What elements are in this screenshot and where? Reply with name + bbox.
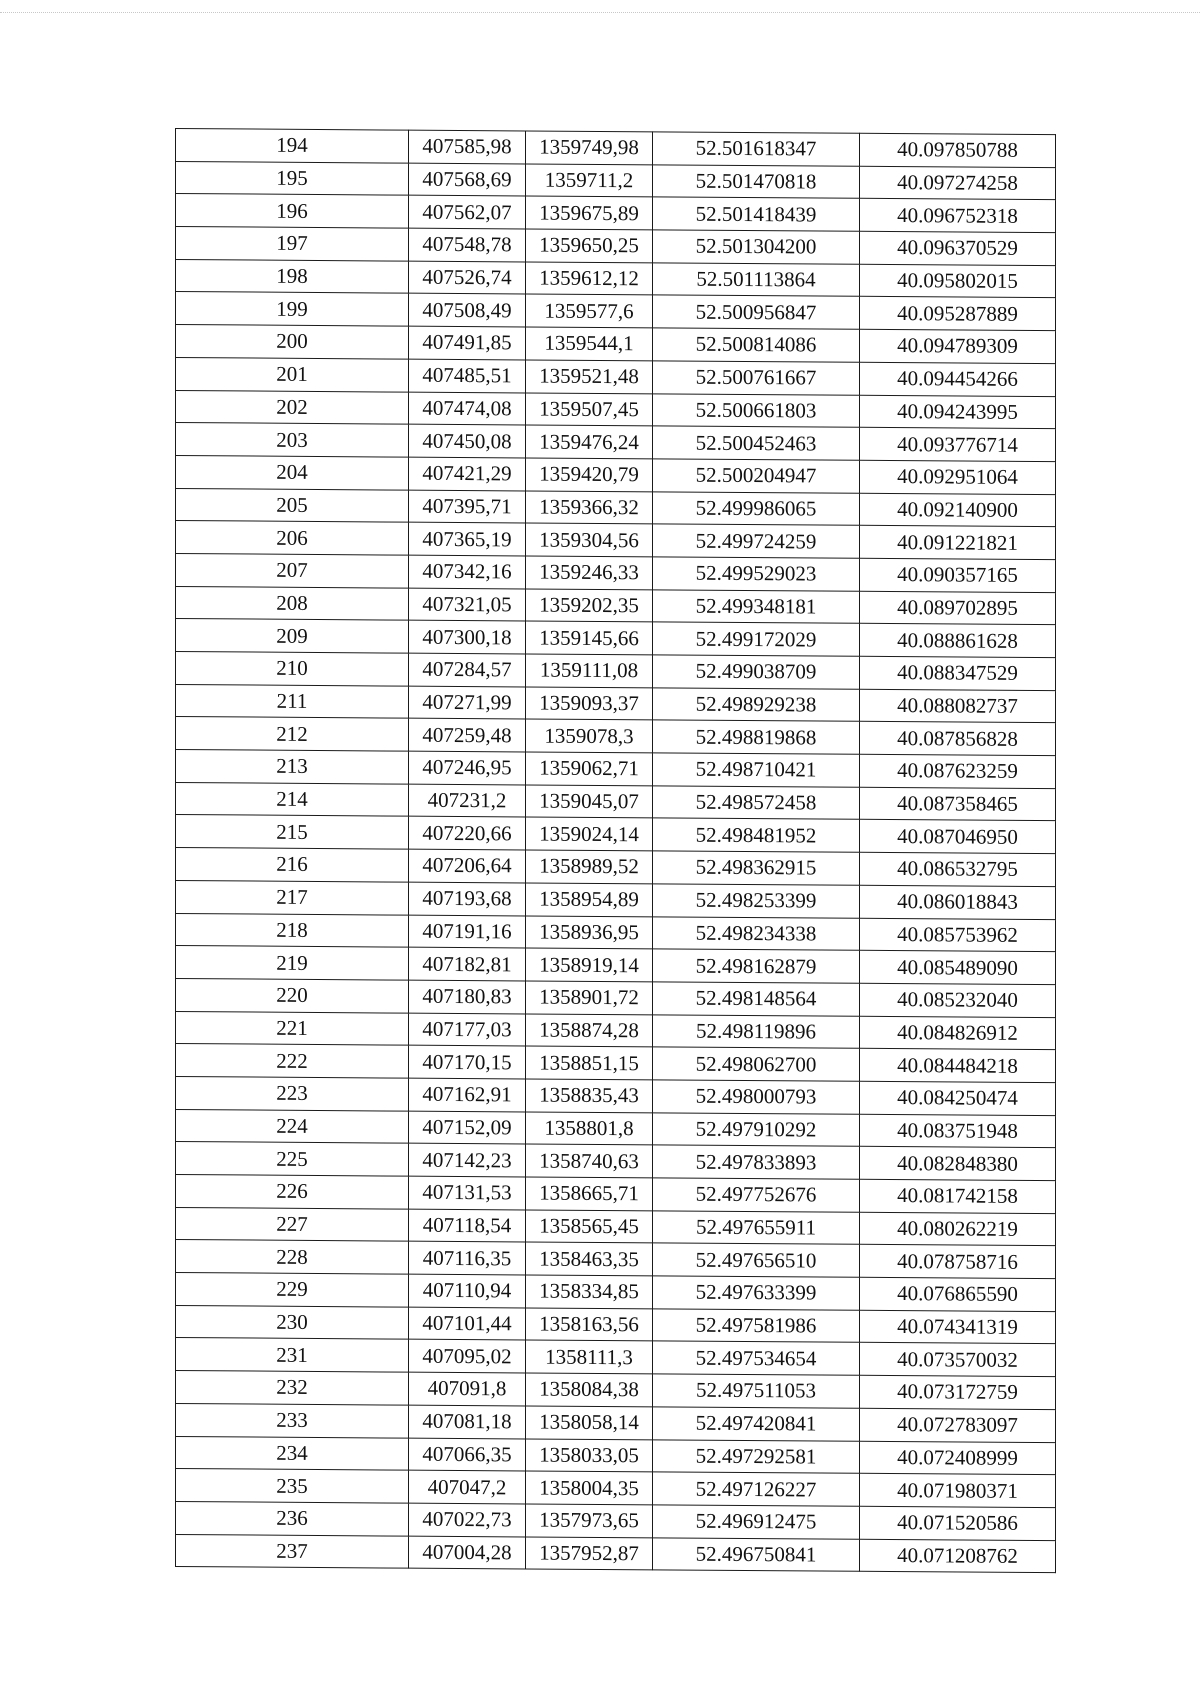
x-coordinate-cell: 407193,68 xyxy=(409,882,526,916)
point-number-cell: 218 xyxy=(176,913,409,947)
x-coordinate-cell: 407170,15 xyxy=(409,1045,526,1079)
longitude-cell: 40.087623259 xyxy=(860,754,1056,788)
y-coordinate-cell: 1359544,1 xyxy=(526,327,653,361)
y-coordinate-cell: 1359304,56 xyxy=(526,523,653,557)
point-number-cell: 212 xyxy=(176,717,409,751)
y-coordinate-cell: 1359507,45 xyxy=(526,392,653,426)
y-coordinate-cell: 1358463,35 xyxy=(526,1242,653,1276)
x-coordinate-cell: 407562,07 xyxy=(409,196,526,230)
point-number-cell: 236 xyxy=(176,1501,409,1535)
y-coordinate-cell: 1359577,6 xyxy=(526,294,653,328)
point-number-cell: 208 xyxy=(176,586,409,620)
point-number-cell: 227 xyxy=(176,1207,409,1241)
longitude-cell: 40.085232040 xyxy=(860,983,1056,1017)
y-coordinate-cell: 1358163,56 xyxy=(526,1308,653,1342)
latitude-cell: 52.500761667 xyxy=(653,361,860,395)
y-coordinate-cell: 1359093,37 xyxy=(526,687,653,721)
point-number-cell: 226 xyxy=(176,1175,409,1209)
point-number-cell: 199 xyxy=(176,292,409,326)
y-coordinate-cell: 1358919,14 xyxy=(526,948,653,982)
x-coordinate-cell: 407206,64 xyxy=(409,849,526,883)
longitude-cell: 40.084484218 xyxy=(860,1049,1056,1083)
x-coordinate-cell: 407131,53 xyxy=(409,1176,526,1210)
x-coordinate-cell: 407231,2 xyxy=(409,784,526,818)
point-number-cell: 213 xyxy=(176,750,409,784)
y-coordinate-cell: 1358004,35 xyxy=(526,1471,653,1505)
y-coordinate-cell: 1358989,52 xyxy=(526,850,653,884)
latitude-cell: 52.498819868 xyxy=(653,720,860,754)
y-coordinate-cell: 1358084,38 xyxy=(526,1373,653,1407)
latitude-cell: 52.500814086 xyxy=(653,328,860,362)
longitude-cell: 40.085489090 xyxy=(860,950,1056,984)
y-coordinate-cell: 1358740,63 xyxy=(526,1144,653,1178)
y-coordinate-cell: 1358954,89 xyxy=(526,883,653,917)
longitude-cell: 40.072783097 xyxy=(860,1408,1056,1442)
longitude-cell: 40.073172759 xyxy=(860,1375,1056,1409)
longitude-cell: 40.071520586 xyxy=(860,1506,1056,1540)
latitude-cell: 52.498481952 xyxy=(653,818,860,852)
point-number-cell: 201 xyxy=(176,357,409,391)
latitude-cell: 52.498929238 xyxy=(653,688,860,722)
latitude-cell: 52.499172029 xyxy=(653,622,860,656)
point-number-cell: 202 xyxy=(176,390,409,424)
x-coordinate-cell: 407152,09 xyxy=(409,1111,526,1145)
point-number-cell: 233 xyxy=(176,1403,409,1437)
y-coordinate-cell: 1359202,35 xyxy=(526,589,653,623)
longitude-cell: 40.092951064 xyxy=(860,460,1056,494)
x-coordinate-cell: 407474,08 xyxy=(409,392,526,426)
x-coordinate-cell: 407142,23 xyxy=(409,1143,526,1177)
y-coordinate-cell: 1359024,14 xyxy=(526,817,653,851)
longitude-cell: 40.091221821 xyxy=(860,526,1056,560)
point-number-cell: 206 xyxy=(176,521,409,555)
point-number-cell: 196 xyxy=(176,194,409,228)
latitude-cell: 52.497633399 xyxy=(653,1276,860,1310)
longitude-cell: 40.087856828 xyxy=(860,722,1056,756)
x-coordinate-cell: 407585,98 xyxy=(409,130,526,164)
x-coordinate-cell: 407180,83 xyxy=(409,980,526,1014)
latitude-cell: 52.501418439 xyxy=(653,197,860,231)
longitude-cell: 40.081742158 xyxy=(860,1179,1056,1213)
y-coordinate-cell: 1359650,25 xyxy=(526,229,653,263)
latitude-cell: 52.499348181 xyxy=(653,589,860,623)
longitude-cell: 40.088347529 xyxy=(860,656,1056,690)
point-number-cell: 228 xyxy=(176,1240,409,1274)
x-coordinate-cell: 407491,85 xyxy=(409,326,526,360)
x-coordinate-cell: 407526,74 xyxy=(409,261,526,295)
y-coordinate-cell: 1359078,3 xyxy=(526,719,653,753)
scan-top-edge-line xyxy=(0,12,1200,13)
x-coordinate-cell: 407118,54 xyxy=(409,1209,526,1243)
latitude-cell: 52.500204947 xyxy=(653,459,860,493)
latitude-cell: 52.498148564 xyxy=(653,982,860,1016)
point-number-cell: 237 xyxy=(176,1534,409,1568)
x-coordinate-cell: 407004,28 xyxy=(409,1536,526,1570)
latitude-cell: 52.499986065 xyxy=(653,491,860,525)
longitude-cell: 40.072408999 xyxy=(860,1441,1056,1475)
y-coordinate-cell: 1358851,15 xyxy=(526,1046,653,1080)
x-coordinate-cell: 407101,44 xyxy=(409,1307,526,1341)
x-coordinate-cell: 407284,57 xyxy=(409,653,526,687)
latitude-cell: 52.497910292 xyxy=(653,1112,860,1146)
latitude-cell: 52.498062700 xyxy=(653,1047,860,1081)
x-coordinate-cell: 407116,35 xyxy=(409,1242,526,1276)
longitude-cell: 40.095802015 xyxy=(860,264,1056,298)
point-number-cell: 225 xyxy=(176,1142,409,1176)
latitude-cell: 52.500452463 xyxy=(653,426,860,460)
latitude-cell: 52.497511053 xyxy=(653,1374,860,1408)
x-coordinate-cell: 407485,51 xyxy=(409,359,526,393)
point-number-cell: 222 xyxy=(176,1044,409,1078)
y-coordinate-cell: 1358936,95 xyxy=(526,915,653,949)
x-coordinate-cell: 407395,71 xyxy=(409,490,526,524)
y-coordinate-cell: 1359246,33 xyxy=(526,556,653,590)
x-coordinate-cell: 407091,8 xyxy=(409,1372,526,1406)
point-number-cell: 200 xyxy=(176,325,409,359)
point-number-cell: 197 xyxy=(176,227,409,261)
longitude-cell: 40.088861628 xyxy=(860,624,1056,658)
longitude-cell: 40.082848380 xyxy=(860,1147,1056,1181)
longitude-cell: 40.086532795 xyxy=(860,852,1056,886)
point-number-cell: 198 xyxy=(176,259,409,293)
latitude-cell: 52.496912475 xyxy=(653,1505,860,1539)
latitude-cell: 52.498253399 xyxy=(653,884,860,918)
coordinates-table xyxy=(175,128,1056,1573)
x-coordinate-cell: 407259,48 xyxy=(409,719,526,753)
x-coordinate-cell: 407162,91 xyxy=(409,1078,526,1112)
latitude-cell: 52.501470818 xyxy=(653,165,860,199)
x-coordinate-cell: 407110,94 xyxy=(409,1274,526,1308)
y-coordinate-cell: 1358111,3 xyxy=(526,1340,653,1374)
y-coordinate-cell: 1359711,2 xyxy=(526,164,653,198)
longitude-cell: 40.071980371 xyxy=(860,1473,1056,1507)
point-number-cell: 230 xyxy=(176,1305,409,1339)
point-number-cell: 235 xyxy=(176,1469,409,1503)
x-coordinate-cell: 407568,69 xyxy=(409,163,526,197)
longitude-cell: 40.071208762 xyxy=(860,1539,1056,1573)
y-coordinate-cell: 1358033,05 xyxy=(526,1438,653,1472)
y-coordinate-cell: 1359111,08 xyxy=(526,654,653,688)
latitude-cell: 52.498162879 xyxy=(653,949,860,983)
latitude-cell: 52.498234338 xyxy=(653,916,860,950)
longitude-cell: 40.094454266 xyxy=(860,362,1056,396)
y-coordinate-cell: 1358901,72 xyxy=(526,981,653,1015)
longitude-cell: 40.089702895 xyxy=(860,591,1056,625)
point-number-cell: 204 xyxy=(176,455,409,489)
latitude-cell: 52.498572458 xyxy=(653,786,860,820)
latitude-cell: 52.496750841 xyxy=(653,1537,860,1571)
y-coordinate-cell: 1359476,24 xyxy=(526,425,653,459)
y-coordinate-cell: 1358874,28 xyxy=(526,1014,653,1048)
y-coordinate-cell: 1357973,65 xyxy=(526,1504,653,1538)
point-number-cell: 194 xyxy=(176,129,409,163)
point-number-cell: 234 xyxy=(176,1436,409,1470)
x-coordinate-cell: 407271,99 xyxy=(409,686,526,720)
longitude-cell: 40.096370529 xyxy=(860,231,1056,265)
latitude-cell: 52.497833893 xyxy=(653,1145,860,1179)
point-number-cell: 211 xyxy=(176,684,409,718)
point-number-cell: 231 xyxy=(176,1338,409,1372)
y-coordinate-cell: 1358665,71 xyxy=(526,1177,653,1211)
x-coordinate-cell: 407365,19 xyxy=(409,522,526,556)
latitude-cell: 52.498362915 xyxy=(653,851,860,885)
y-coordinate-cell: 1359612,12 xyxy=(526,262,653,296)
point-number-cell: 207 xyxy=(176,553,409,587)
point-number-cell: 220 xyxy=(176,978,409,1012)
x-coordinate-cell: 407342,16 xyxy=(409,555,526,589)
latitude-cell: 52.499529023 xyxy=(653,557,860,591)
longitude-cell: 40.094243995 xyxy=(860,395,1056,429)
longitude-cell: 40.074341319 xyxy=(860,1310,1056,1344)
point-number-cell: 209 xyxy=(176,619,409,653)
latitude-cell: 52.500956847 xyxy=(653,295,860,329)
x-coordinate-cell: 407095,02 xyxy=(409,1340,526,1374)
point-number-cell: 205 xyxy=(176,488,409,522)
y-coordinate-cell: 1358058,14 xyxy=(526,1406,653,1440)
y-coordinate-cell: 1358565,45 xyxy=(526,1210,653,1244)
latitude-cell: 52.497534654 xyxy=(653,1341,860,1375)
x-coordinate-cell: 407421,29 xyxy=(409,457,526,491)
point-number-cell: 219 xyxy=(176,946,409,980)
point-number-cell: 232 xyxy=(176,1371,409,1405)
latitude-cell: 52.501304200 xyxy=(653,230,860,264)
longitude-cell: 40.088082737 xyxy=(860,689,1056,723)
y-coordinate-cell: 1358801,8 xyxy=(526,1112,653,1146)
point-number-cell: 214 xyxy=(176,782,409,816)
y-coordinate-cell: 1359145,66 xyxy=(526,621,653,655)
x-coordinate-cell: 407508,49 xyxy=(409,294,526,328)
y-coordinate-cell: 1359045,07 xyxy=(526,785,653,819)
x-coordinate-cell: 407548,78 xyxy=(409,228,526,262)
longitude-cell: 40.090357165 xyxy=(860,558,1056,592)
point-number-cell: 203 xyxy=(176,423,409,457)
x-coordinate-cell: 407300,18 xyxy=(409,620,526,654)
y-coordinate-cell: 1359675,89 xyxy=(526,196,653,230)
longitude-cell: 40.076865590 xyxy=(860,1277,1056,1311)
longitude-cell: 40.095287889 xyxy=(860,297,1056,331)
coordinates-table-body xyxy=(176,129,1056,1573)
latitude-cell: 52.497752676 xyxy=(653,1178,860,1212)
x-coordinate-cell: 407047,2 xyxy=(409,1470,526,1504)
point-number-cell: 224 xyxy=(176,1109,409,1143)
latitude-cell: 52.499038709 xyxy=(653,655,860,689)
point-number-cell: 215 xyxy=(176,815,409,849)
latitude-cell: 52.498000793 xyxy=(653,1080,860,1114)
x-coordinate-cell: 407081,18 xyxy=(409,1405,526,1439)
x-coordinate-cell: 407022,73 xyxy=(409,1503,526,1537)
latitude-cell: 52.497655911 xyxy=(653,1211,860,1245)
latitude-cell: 52.501113864 xyxy=(653,263,860,297)
x-coordinate-cell: 407321,05 xyxy=(409,588,526,622)
x-coordinate-cell: 407220,66 xyxy=(409,817,526,851)
x-coordinate-cell: 407450,08 xyxy=(409,424,526,458)
y-coordinate-cell: 1358334,85 xyxy=(526,1275,653,1309)
latitude-cell: 52.498119896 xyxy=(653,1014,860,1048)
y-coordinate-cell: 1359062,71 xyxy=(526,752,653,786)
longitude-cell: 40.096752318 xyxy=(860,199,1056,233)
point-number-cell: 216 xyxy=(176,848,409,882)
longitude-cell: 40.085753962 xyxy=(860,918,1056,952)
point-number-cell: 223 xyxy=(176,1076,409,1110)
point-number-cell: 195 xyxy=(176,161,409,195)
latitude-cell: 52.500661803 xyxy=(653,393,860,427)
longitude-cell: 40.087046950 xyxy=(860,820,1056,854)
longitude-cell: 40.086018843 xyxy=(860,885,1056,919)
y-coordinate-cell: 1359521,48 xyxy=(526,360,653,394)
x-coordinate-cell: 407191,16 xyxy=(409,915,526,949)
y-coordinate-cell: 1359420,79 xyxy=(526,458,653,492)
latitude-cell: 52.497656510 xyxy=(653,1243,860,1277)
longitude-cell: 40.094789309 xyxy=(860,329,1056,363)
latitude-cell: 52.497581986 xyxy=(653,1309,860,1343)
y-coordinate-cell: 1357952,87 xyxy=(526,1537,653,1571)
longitude-cell: 40.073570032 xyxy=(860,1343,1056,1377)
longitude-cell: 40.087358465 xyxy=(860,787,1056,821)
point-number-cell: 229 xyxy=(176,1273,409,1307)
longitude-cell: 40.078758716 xyxy=(860,1245,1056,1279)
point-number-cell: 221 xyxy=(176,1011,409,1045)
x-coordinate-cell: 407246,95 xyxy=(409,751,526,785)
y-coordinate-cell: 1358835,43 xyxy=(526,1079,653,1113)
latitude-cell: 52.499724259 xyxy=(653,524,860,558)
x-coordinate-cell: 407177,03 xyxy=(409,1013,526,1047)
latitude-cell: 52.501618347 xyxy=(653,132,860,166)
longitude-cell: 40.093776714 xyxy=(860,427,1056,461)
longitude-cell: 40.092140900 xyxy=(860,493,1056,527)
latitude-cell: 52.497292581 xyxy=(653,1439,860,1473)
longitude-cell: 40.083751948 xyxy=(860,1114,1056,1148)
longitude-cell: 40.097274258 xyxy=(860,166,1056,200)
latitude-cell: 52.497126227 xyxy=(653,1472,860,1506)
latitude-cell: 52.497420841 xyxy=(653,1407,860,1441)
x-coordinate-cell: 407182,81 xyxy=(409,947,526,981)
y-coordinate-cell: 1359749,98 xyxy=(526,131,653,165)
point-number-cell: 210 xyxy=(176,652,409,686)
y-coordinate-cell: 1359366,32 xyxy=(526,491,653,525)
x-coordinate-cell: 407066,35 xyxy=(409,1438,526,1472)
latitude-cell: 52.498710421 xyxy=(653,753,860,787)
longitude-cell: 40.097850788 xyxy=(860,133,1056,167)
longitude-cell: 40.084826912 xyxy=(860,1016,1056,1050)
longitude-cell: 40.080262219 xyxy=(860,1212,1056,1246)
longitude-cell: 40.084250474 xyxy=(860,1081,1056,1115)
table-row xyxy=(176,1534,1056,1573)
point-number-cell: 217 xyxy=(176,880,409,914)
